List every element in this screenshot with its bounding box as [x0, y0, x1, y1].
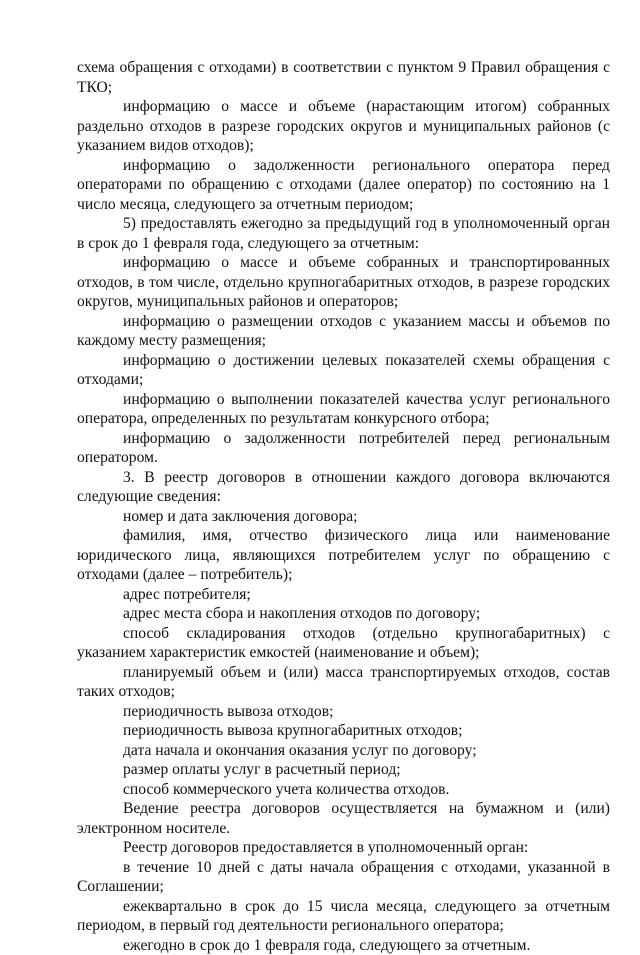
paragraph: планируемый объем и (или) масса транспортируемых отходов, состав таких отходов; [77, 663, 610, 702]
paragraph: номер и дата заключения договора; [77, 507, 610, 527]
paragraph: 3. В реестр договоров в отношении каждого договора включаются следующие сведения: [77, 468, 610, 507]
paragraph: информацию о задолженности регионального оператора перед операторами по обращению с отходами (далее оператор) по состоянию на 1 число месяца, следующего за отчетным периодом; [77, 156, 610, 215]
paragraph: 5) предоставлять ежегодно за предыдущий год в уполномоченный орган в срок до 1 февраля года, следующего за отчетным: [77, 214, 610, 253]
paragraph: размер оплаты услуг в расчетный период; [77, 760, 610, 780]
paragraph: информацию о массе и объеме собранных и транспортированных отходов, в том числе, отдельно крупногабаритных отходов, в разрезе городских округов, муниципальных районов и операторов; [77, 253, 610, 312]
paragraph: периодичность вывоза отходов; [77, 702, 610, 722]
document-page [77, 58, 610, 955]
paragraph: фамилия, имя, отчество физического лица или наименование юридического лица, являющихся потребителем услуг по обращению с отходами (далее – потребитель); [77, 526, 610, 585]
paragraph: адрес места сбора и накопления отходов по договору; [77, 604, 610, 624]
paragraph: Ведение реестра договоров осуществляется на бумажном и (или) электронном носителе. [77, 799, 610, 838]
paragraph: информацию о достижении целевых показателей схемы обращения с отходами; [77, 351, 610, 390]
paragraph: адрес потребителя; [77, 585, 610, 605]
paragraph: ежеквартально в срок до 15 числа месяца, следующего за отчетным периодом, в первый год деятельности регионального оператора; [77, 897, 610, 936]
paragraph: информацию о размещении отходов с указанием массы и объемов по каждому месту размещения; [77, 312, 610, 351]
paragraph: способ складирования отходов (отдельно крупногабаритных) с указанием характеристик емкостей (наименование и объем); [77, 624, 610, 663]
paragraph: схема обращения с отходами) в соответствии с пунктом 9 Правил обращения с ТКО; [77, 58, 610, 97]
paragraph: в течение 10 дней с даты начала обращения с отходами, указанной в Соглашении; [77, 858, 610, 897]
paragraph: периодичность вывоза крупногабаритных отходов; [77, 721, 610, 741]
paragraph: информацию о задолженности потребителей перед региональным оператором. [77, 429, 610, 468]
paragraph: способ коммерческого учета количества отходов. [77, 780, 610, 800]
paragraph: дата начала и окончания оказания услуг по договору; [77, 741, 610, 761]
paragraph: Реестр договоров предоставляется в уполномоченный орган: [77, 838, 610, 858]
paragraph: информацию о выполнении показателей качества услуг регионального оператора, определенных по результатам конкурсного отбора; [77, 390, 610, 429]
paragraph: информацию о массе и объеме (нарастающим итогом) собранных раздельно отходов в разрезе городских округов и муниципальных районов (с указанием видов отходов); [77, 97, 610, 156]
paragraph: ежегодно в срок до 1 февраля года, следующего за отчетным. [77, 936, 610, 955]
